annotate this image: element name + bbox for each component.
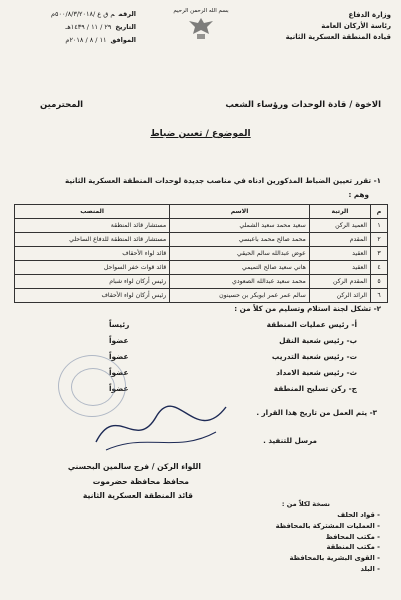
table-row [15, 289, 388, 303]
list-item: - البلد [360, 564, 380, 573]
table-header-row [15, 205, 388, 219]
committee-role: عضواً [109, 368, 129, 377]
signature-scribble-icon [86, 392, 236, 462]
table-row [15, 219, 388, 233]
cell-position: مستشار قائد المنطقة [15, 219, 170, 233]
reference-block [16, 8, 136, 47]
committee-member: ت- رئيس شعبة التدريب [271, 352, 357, 361]
cell-name: محمد سعيد عبدالله الصعودي [170, 275, 310, 289]
header-line-region: قيادة المنطقة العسكرية الثانية [285, 33, 391, 41]
cell-rank: الرائد الركن [309, 289, 370, 303]
paragraph-1: ١- تقرر تعيين الضباط المذكورين ادناه في مناصب جديدة لوحدات المنطقة العسكرية الثانية [65, 176, 381, 185]
committee-item [107, 368, 357, 381]
header-line-staff: رئاسة الأركان العامة [321, 22, 391, 30]
closing-line: مرسل للتنفيذ . [263, 436, 317, 445]
cell-rank: العقيد [309, 261, 370, 275]
list-item: - قواد الحلف [337, 511, 380, 519]
committee-role: رئيساً [109, 320, 130, 329]
eagle-emblem-icon [187, 16, 215, 42]
committee-member: ج- ركن تسليح المنطقة [273, 384, 357, 393]
cell-rank: المقدم [309, 233, 370, 247]
cell-no: ١ [371, 219, 388, 233]
cell-no: ٣ [371, 247, 388, 261]
copies-title: نسخة لكلاً من : [281, 500, 330, 508]
cell-position: قائد لواء الأحقاف [15, 247, 170, 261]
paragraph-2: ٢- تشكل لجنة استلام وتسليم من كلاً من : [234, 304, 381, 313]
cell-no: ٤ [371, 261, 388, 275]
cell-name: محمد صالح محمد باعبسي [170, 233, 310, 247]
committee-member: ب- رئيس شعبة النقل [279, 336, 357, 345]
committee-item [107, 320, 357, 333]
list-item: - العمليات المشتركة بالمحافظة [275, 521, 380, 530]
cell-position: رئيس أركان لواء شبام [15, 275, 170, 289]
paragraph-1-tail: وهم : [348, 190, 369, 199]
ref-value: م ق ع /٥٠٠/٨/٣/٢٠١٨م [51, 10, 115, 18]
copies-list [150, 500, 390, 575]
cell-no: ٥ [371, 275, 388, 289]
cell-position: رئيس أركان لواء الأحقاف [15, 289, 170, 303]
paragraph-3: ٣- يتم العمل من تاريخ هذا القرار . [256, 408, 377, 417]
committee-member: ث- رئيس شعبة الامداد [276, 368, 357, 377]
ministry-header [271, 10, 391, 43]
cell-position: مستشار قائد المنطقة للدفاع الساحلي [15, 233, 170, 247]
table-row [15, 233, 388, 247]
committee-role: عضواً [109, 384, 129, 393]
cell-no: ٦ [371, 289, 388, 303]
table-row [15, 261, 388, 275]
subject-line: الموضوع / تعيين ضباط [150, 129, 251, 139]
greg-value: ١١ / ٨ / ٢٠١٨م [65, 36, 107, 44]
cell-name: عوض عبدالله سالم الحيقي [170, 247, 310, 261]
committee-role: عضواً [109, 352, 129, 361]
state-emblem [172, 8, 230, 44]
list-item: - مكتب المنطقة [326, 543, 380, 552]
greg-label: الموافق [110, 36, 136, 44]
addressee: الاخوة / قادة الوحدات ورؤساء الشعب [225, 100, 381, 110]
cell-name: سعيد محمد سعيد الشملي [170, 219, 310, 233]
date-label: التاريخ [115, 23, 136, 31]
list-item: - القوى البشرية بالمحافظة [289, 554, 380, 563]
officers-table [14, 204, 388, 303]
cell-name: سالم عمر عمر ابوبكر بن حسينون [170, 289, 310, 303]
ref-label: الرقم [118, 10, 136, 18]
signatory-name: اللواء الركن / فرج سالمين البحسني [67, 462, 201, 471]
header-line-ministry: وزارة الدفاع [348, 11, 391, 19]
cell-rank: المقدم الركن [309, 275, 370, 289]
signatory-title-1: محافظ محافظة حضرموت [92, 477, 189, 486]
cell-position: قائد قوات خفر السواحل [15, 261, 170, 275]
table-row [15, 275, 388, 289]
honorific: المحترمين [40, 100, 84, 110]
committee-role: عضواً [109, 336, 129, 345]
bismillah: بسم الله الرحمن الرحيم [173, 8, 229, 14]
committee-item [107, 352, 357, 365]
signatory-title-2: قائد المنطقة العسكرية الثانية [82, 491, 193, 500]
date-value: ٢٩ / ١١ / ١٤٣٩هـ [65, 23, 112, 31]
cell-name: هاني سعيد صالح التميمي [170, 261, 310, 275]
col-rank: الرتبة [309, 205, 370, 219]
cell-rank: العميد الركن [309, 219, 370, 233]
table-row [15, 247, 388, 261]
committee-member: أ- رئيس عمليات المنطقة [266, 320, 357, 329]
col-name: الاسم [170, 205, 310, 219]
cell-rank: العقيد [309, 247, 370, 261]
col-position: المنصب [15, 205, 170, 219]
list-item: - مكتب المحافظ [325, 532, 380, 541]
col-no: م [371, 205, 388, 219]
committee-item [107, 336, 357, 349]
cell-no: ٢ [371, 233, 388, 247]
